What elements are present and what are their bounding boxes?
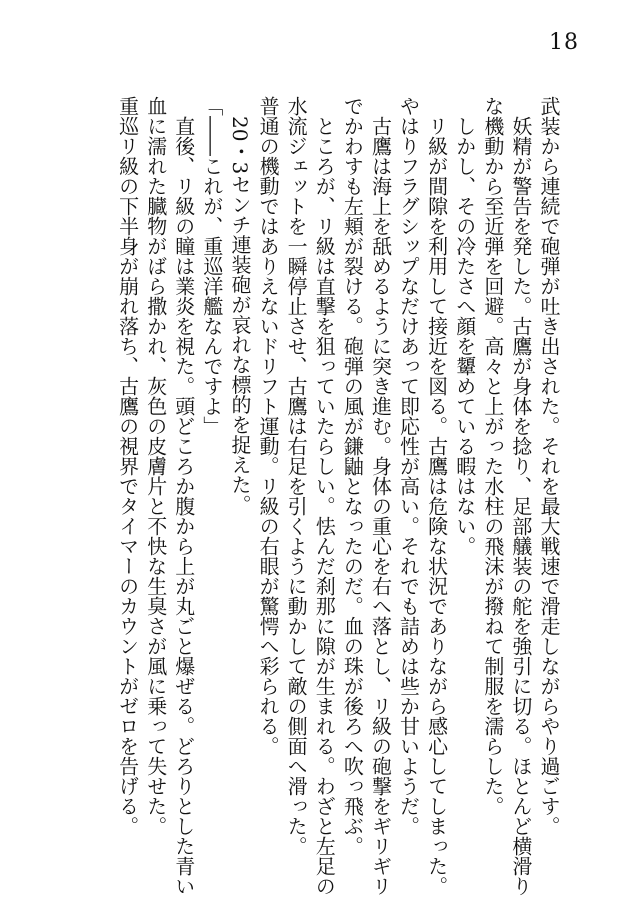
text-line: 妖精が警告を発した。古鷹が身体を捻り、足部艤装の舵を強引に切る。ほとんど横滑り (508, 116, 533, 896)
text-line: でかわすも左頬が裂ける。砲弾の風が鎌鼬となったのだ。血の珠が後ろへ吹っ飛ぶ。 (340, 96, 365, 856)
text-line: 直後、リ級の瞳は業炎を視た。頭どころか腹から上が丸ごと爆ぜる。どろりとした青い (171, 116, 196, 896)
text-line: 「――これが、重巡洋艦なんですよ」 (199, 96, 224, 436)
text-line: 20・3センチ連装砲が哀れな標的を捉えた。 (227, 116, 252, 515)
text-line: 普通の機動ではありえないドリフト運動。リ級の右眼が驚愕へ彩られる。 (256, 96, 281, 756)
text-line: しかし、その冷たさへ顔を顰めている暇はない。 (452, 116, 477, 556)
vertical-text-block (114, 96, 564, 896)
page-number: 18 (549, 30, 579, 55)
text-line: 古鷹は海上を舐めるように突き進む。身体の重心を右へ落とし、リ級の砲撃をギリギリ (368, 116, 393, 896)
text-line: な機動から至近弾を回避。高々と上がった水柱の飛沫が撥ねて制服を濡らした。 (480, 96, 505, 816)
text-line: 重巡リ級の下半身が崩れ落ち、古鷹の視界でタイマーのカウントがゼロを告げる。 (115, 96, 140, 836)
text-line: 水流ジェットを一瞬停止させ、古鷹は右足を引くように動かして敵の側面へ滑った。 (284, 96, 309, 856)
text-line: 血に濡れた臓物がばら撒かれ、灰色の皮膚片と不快な生臭さが風に乗って失せた。 (143, 96, 168, 836)
text-line: ところが、リ級は直撃を狙っていたらしい。怯んだ刹那に隙が生まれる。わざと左足の (312, 116, 337, 896)
text-line: やはりフラグシップなだけあって即応性が高い。それでも詰めは些か甘いようだ。 (396, 96, 421, 836)
text-line: 武装から連続で砲弾が吐き出された。それを最大戦速で滑走しながらやり過ごす。 (537, 96, 561, 836)
text-line: リ級が間隙を利用して接近を図る。古鷹は危険な状況でありながら感心してしまった。 (424, 116, 449, 896)
